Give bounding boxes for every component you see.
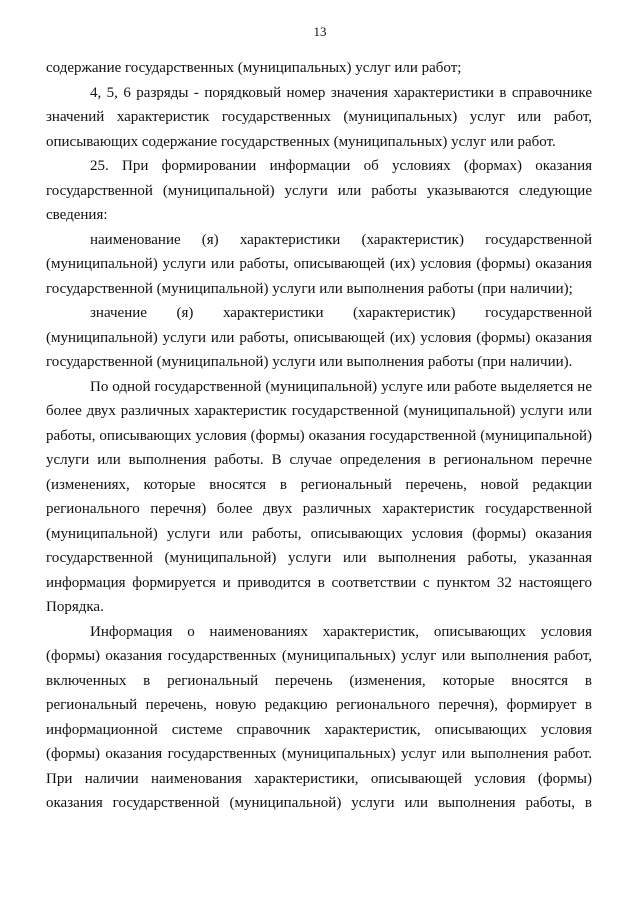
paragraph-two-characteristics: По одной государственной (муниципальной) услуге или работе выделяется не более двух различных характеристик государственной (муниципальной) услуги или работы, описывающих условия (формы) оказания государственной (муниципальной) услуги или выполнения работы. В случае определения в региональном перечне (изменениях, которые вносятся в региональный перечень, новой редакции регионального перечня) более двух различных характеристик государственной (муниципальной) услуги или работы, описывающих условия (формы) оказания государственной (муниципальной) услуги или выполнения работы, указанная информация формируется и приводится в соответствии с пунктом 32 настоящего Порядка.: [46, 378, 592, 615]
document-body: [46, 56, 592, 816]
paragraph-characteristic-name: наименование (я) характеристики (характеристик) государственной (муниципальной) услуги или работы, описывающей (их) условия (формы) оказания государственной (муниципальной) услуги или выполнения работы (при наличии);: [46, 231, 592, 297]
paragraph-characteristic-value: значение (я) характеристики (характеристик) государственной (муниципальной) услуги или работы, описывающей (их) условия (формы) оказания государственной (муниципальной) услуги или выполнения работы (при наличии).: [46, 305, 592, 370]
paragraph-reference-book: Информация о наименованиях характеристик, описывающих условия (формы) оказания государственных (муниципальных) услуг или выполнения работ, включенных в региональный перечень (изменения, которые вносятся в региональный перечень, новую редакцию регионального перечня), формирует в информационной системе справочник характеристик, описывающих условия (формы) оказания государственных (муниципальных) услуг или выполнения работ. При наличии наименования характеристики, описывающей условия (формы) оказания государственной (муниципальной) услуги или выполнения работы, в: [46, 623, 592, 811]
paragraph-continuation: содержание государственных (муниципальных) услуг или работ;: [46, 60, 462, 76]
page-number: 13: [313, 24, 327, 39]
paragraph-digits-4-6: 4, 5, 6 разряды - порядковый номер значения характеристики в справочнике значений характеристик государственных (муниципальных) услуг или работ, описывающих содержание государственных (муниципальных) услуг или работ.: [46, 84, 592, 150]
paragraph-item-25: 25. При формировании информации об условиях (формах) оказания государственной (муниципальной) услуги или работы указываются следующие сведения:: [46, 158, 592, 223]
